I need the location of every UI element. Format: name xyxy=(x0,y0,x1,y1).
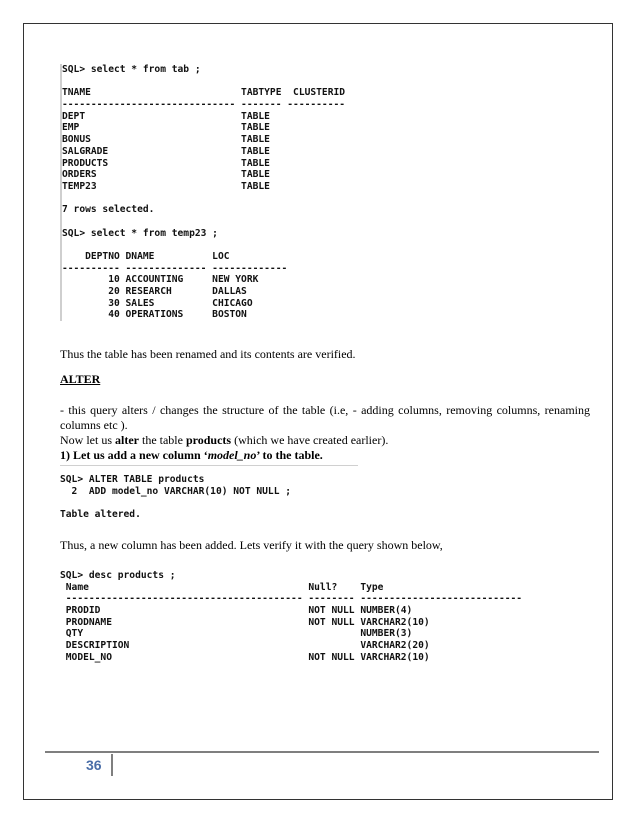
terminal-line: TNAME TABTYPE CLUSTERID xyxy=(62,87,346,99)
terminal-line: SQL> select * from tab ; xyxy=(62,64,201,75)
sql-box-border xyxy=(60,465,358,466)
terminal-line: Table altered. xyxy=(60,509,141,521)
terminal-line: PRODUCTS TABLE xyxy=(62,157,270,169)
renamed-verified-text: Thus the table has been renamed and its contents are verified. xyxy=(60,347,356,361)
terminal-line: ----------------------------------------- -------- ---------------------------- xyxy=(60,593,523,605)
terminal-line xyxy=(62,239,345,251)
terminal-line: 2 ADD model_no VARCHAR(10) NOT NULL ; xyxy=(60,485,292,497)
terminal-line: SQL> ALTER TABLE products xyxy=(60,474,205,485)
alter-description: - this query alters / changes the structure of the table (i.e, - adding columns, removing columns, renaming columns etc ). xyxy=(60,403,590,432)
terminal-line xyxy=(62,216,345,228)
terminal-line: ------------------------------ ------- ---------- xyxy=(62,99,346,111)
terminal-line xyxy=(62,76,345,88)
terminal-line: DEPT TABLE xyxy=(62,110,270,122)
terminal-line: SQL> desc products ; xyxy=(60,570,176,581)
terminal-line: 30 SALES CHICAGO xyxy=(62,297,253,309)
terminal-line: ORDERS TABLE xyxy=(62,169,270,181)
terminal-line: 7 rows selected. xyxy=(62,204,155,216)
terminal-line: 20 RESEARCH DALLAS xyxy=(62,286,247,298)
alter-heading: ALTER xyxy=(60,372,101,386)
sql-output-alter-table xyxy=(60,474,291,521)
terminal-line xyxy=(60,497,291,509)
step-1-post: to the table. xyxy=(259,448,323,462)
step-1-pre: 1) Let us add a new column xyxy=(60,448,204,462)
alter-intro-bold-products: products xyxy=(185,433,232,447)
alter-intro-post: (which we have created earlier). xyxy=(231,433,389,447)
column-added-text: Thus, a new column has been added. Lets verify it with the query shown below, xyxy=(60,538,443,552)
terminal-line: 40 OPERATIONS BOSTON xyxy=(62,309,247,321)
terminal-line xyxy=(62,193,345,205)
alter-intro-bold-alter: alter xyxy=(115,433,139,447)
terminal-line: QTY NUMBER(3) xyxy=(60,628,413,640)
terminal-line: PRODNAME NOT NULL VARCHAR2(10) xyxy=(60,616,430,628)
terminal-line: DEPTNO DNAME LOC xyxy=(62,251,230,262)
terminal-line: BONUS TABLE xyxy=(62,134,270,146)
terminal-line: TEMP23 TABLE xyxy=(62,180,270,192)
footer-rule xyxy=(45,751,599,753)
page-number: 36 xyxy=(86,757,102,773)
alter-intro-pre: Now let us xyxy=(60,433,115,447)
alter-intro-mid: the table xyxy=(138,433,186,447)
terminal-line: SALGRADE TABLE xyxy=(62,145,270,157)
step-1-open-quote: ‘ xyxy=(203,448,208,462)
step-1-column-name: model_no xyxy=(207,448,257,462)
terminal-line: PRODID NOT NULL NUMBER(4) xyxy=(60,605,413,617)
sql-output-desc-products xyxy=(60,570,522,664)
step-1-close-quote: ’ xyxy=(256,448,260,462)
step-1-heading xyxy=(60,448,590,463)
terminal-line: 10 ACCOUNTING NEW YORK xyxy=(62,274,259,286)
terminal-line: Name Null? Type xyxy=(60,581,384,593)
terminal-line: SQL> select * from temp23 ; xyxy=(62,227,218,239)
terminal-line: ---------- -------------- ------------- xyxy=(62,262,288,274)
sql-output-tab-temp23 xyxy=(60,64,345,321)
terminal-line: DESCRIPTION VARCHAR2(20) xyxy=(60,640,430,652)
terminal-line: EMP TABLE xyxy=(62,122,270,134)
terminal-line: MODEL_NO NOT NULL VARCHAR2(10) xyxy=(60,651,430,663)
page-number-divider xyxy=(111,754,113,776)
alter-intro xyxy=(60,433,590,448)
